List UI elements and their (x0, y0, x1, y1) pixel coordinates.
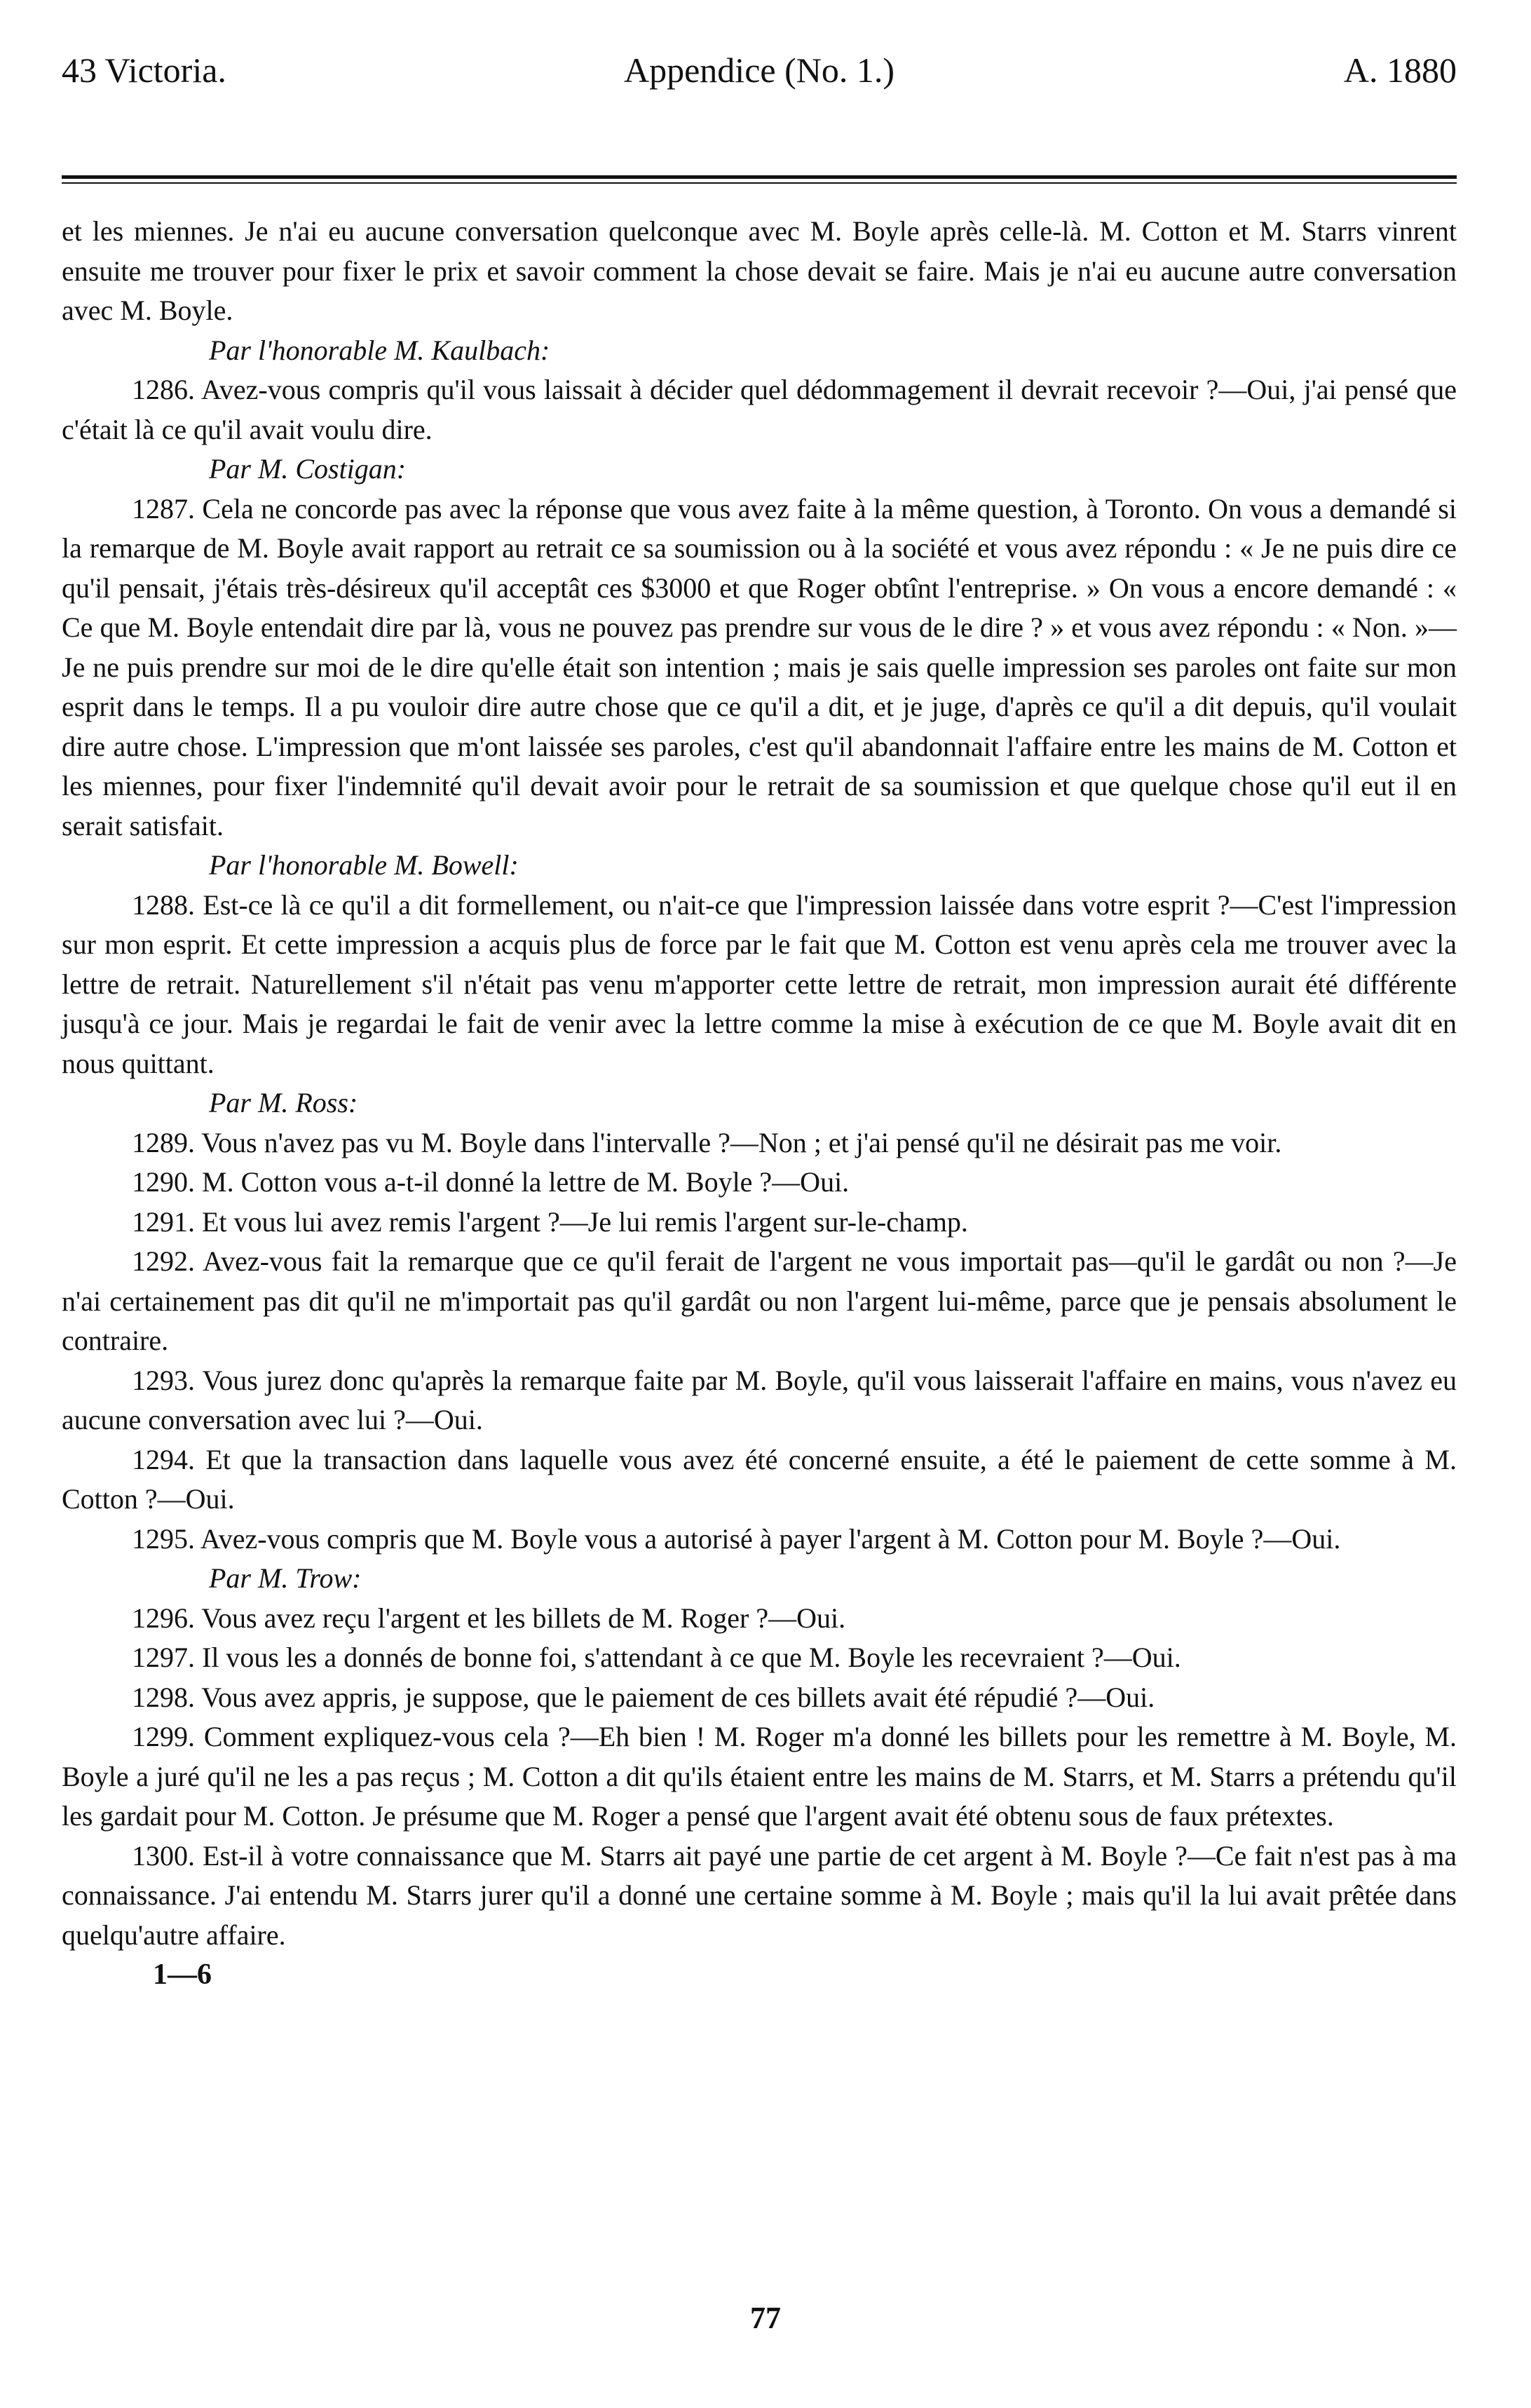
question-paragraph: 1296. Vous avez reçu l'argent et les billets de M. Roger ?—Oui. (132, 1602, 846, 1634)
question-paragraph: 1299. Comment expliquez-vous cela ?—Eh bien ! M. Roger m'a donné les billets pour les remettre à M. Boyle, M. Boyle a juré qu'il ne les a pas reçus ; M. Cotton a dit qu'ils étaient entre les mains de M. Starrs, et M. Starrs a prétendu qu'il les gardait pour M. Cotton. Je présume que M. Roger a pensé que l'argent avait été obtenu sous de faux prétextes. (62, 1721, 1457, 1832)
question-paragraph: 1286. Avez-vous compris qu'il vous laissait à décider quel dédommagement il devrait recevoir ?—Oui, j'ai pensé que c'était là ce qu'il avait voulu dire. (62, 374, 1457, 445)
speaker-heading: Par M. Costigan: (209, 453, 407, 485)
header-left: 43 Victoria. (62, 50, 226, 90)
question-paragraph: 1288. Est-ce là ce qu'il a dit formellement, ou n'ait-ce que l'impression laissée dans votre esprit ?—C'est l'impression sur mon esprit. Et cette impression a acquis plus de force par le fait que M. Cotton est venu après cela me trouver avec la lettre de retrait. Naturellement s'il n'était pas venu m'apporter cette lettre de retrait, mon impression aurait été différente jusqu'à ce jour. Mais je regardai le fait de venir avec la lettre comme la mise à exécution de ce que M. Boyle avait dit en nous quittant. (62, 888, 1457, 1079)
header-rule (62, 175, 1457, 184)
paragraph: et les miennes. Je n'ai eu aucune conversation quelconque avec M. Boyle après celle-là. M. Cotton et M. Starrs vinrent ensuite me trouver pour fixer le prix et savoir comment la chose devait se faire. Mais je n'ai eu aucune autre conversation avec M. Boyle. (62, 215, 1457, 326)
question-paragraph: 1297. Il vous les a donnés de bonne foi, s'attendant à ce que M. Boyle les recevraient ?—Oui. (132, 1642, 1181, 1673)
question-paragraph: 1298. Vous avez appris, je suppose, que le paiement de ces billets avait été répudié ?—Oui. (132, 1681, 1155, 1713)
running-header (62, 42, 1457, 98)
speaker-heading: Par l'honorable M. Kaulbach: (209, 334, 550, 366)
question-paragraph: 1293. Vous jurez donc qu'après la remarque faite par M. Boyle, qu'il vous laisserait l'affaire en mains, vous n'avez eu aucune conversation avec lui ?—Oui. (62, 1364, 1457, 1435)
question-paragraph: 1294. Et que la transaction dans laquelle vous avez été concerné ensuite, a été le paiement de cette somme à M. Cotton ?—Oui. (62, 1443, 1457, 1515)
question-paragraph: 1292. Avez-vous fait la remarque que ce qu'il ferait de l'argent ne vous importait pas—qu'il le gardât ou non ?—Je n'ai certainement pas dit qu'il ne m'importait pas qu'il gardât ou non l'argent lui-même, parce que je pensais absolument le contraire. (62, 1245, 1457, 1356)
question-paragraph: 1290. M. Cotton vous a-t-il donné la lettre de M. Boyle ?—Oui. (132, 1166, 850, 1198)
question-paragraph: 1287. Cela ne concorde pas avec la réponse que vous avez faite à la même question, à Toronto. On vous a demandé si la remarque de M. Boyle avait rapport au retrait ce sa soumission ou à la société et vous avez répondu : « Je ne puis dire ce qu'il pensait, j'étais très-désireux qu'il acceptât ces $3000 et que Roger obtînt l'entreprise. » On vous a encore demandé : « Ce que M. Boyle entendait dire par là, vous ne pouvez pas prendre sur vous de le dire ? » et vous avez répondu : « Non. »—Je ne puis prendre sur moi de le dire qu'elle était son intention ; mais je sais quelle impression ses paroles ont faite sur mon esprit dans le temps. Il a pu vouloir dire autre chose que ce qu'il a dit, et je juge, d'après ce qu'il a dit depuis, qu'il voulait dire autre chose. L'impression que m'ont laissée ses paroles, c'est qu'il abandonnait l'affaire entre les mains de M. Cotton et les miennes, pour fixer l'indemnité qu'il devait avoir pour le retrait de sa soumission et que quelque chose qu'il eut il en serait satisfait. (62, 492, 1457, 841)
speaker-heading: Par M. Ross: (209, 1087, 358, 1118)
header-right: A. 1880 (1343, 50, 1457, 90)
question-paragraph: 1291. Et vous lui avez remis l'argent ?—Je lui remis l'argent sur-le-champ. (132, 1205, 968, 1238)
speaker-heading: Par M. Trow: (209, 1562, 362, 1594)
question-paragraph: 1295. Avez-vous compris que M. Boyle vous a autorisé à payer l'argent à M. Cotton pour M. Boyle ?—Oui. (132, 1522, 1341, 1555)
document-page (62, 42, 1457, 1994)
page-number: 77 (750, 2301, 781, 2335)
question-paragraph: 1300. Est-il à votre connaissance que M. Starrs ait payé une partie de cet argent à M. Boyle ?—Ce fait n'est pas à ma connaissance. J'ai entendu M. Starrs jurer qu'il a donné une certaine somme à M. Boyle ; mais qu'il la lui avait prêtée dans quelqu'autre affaire. (62, 1839, 1457, 1951)
speaker-heading: Par l'honorable M. Bowell: (209, 849, 519, 881)
document-body (62, 212, 1457, 1955)
signature-mark: 1—6 (153, 1959, 212, 1991)
header-center: Appendice (No. 1.) (624, 50, 894, 90)
question-paragraph: 1289. Vous n'avez pas vu M. Boyle dans l'intervalle ?—Non ; et j'ai pensé qu'il ne désirait pas me voir. (132, 1126, 1282, 1158)
